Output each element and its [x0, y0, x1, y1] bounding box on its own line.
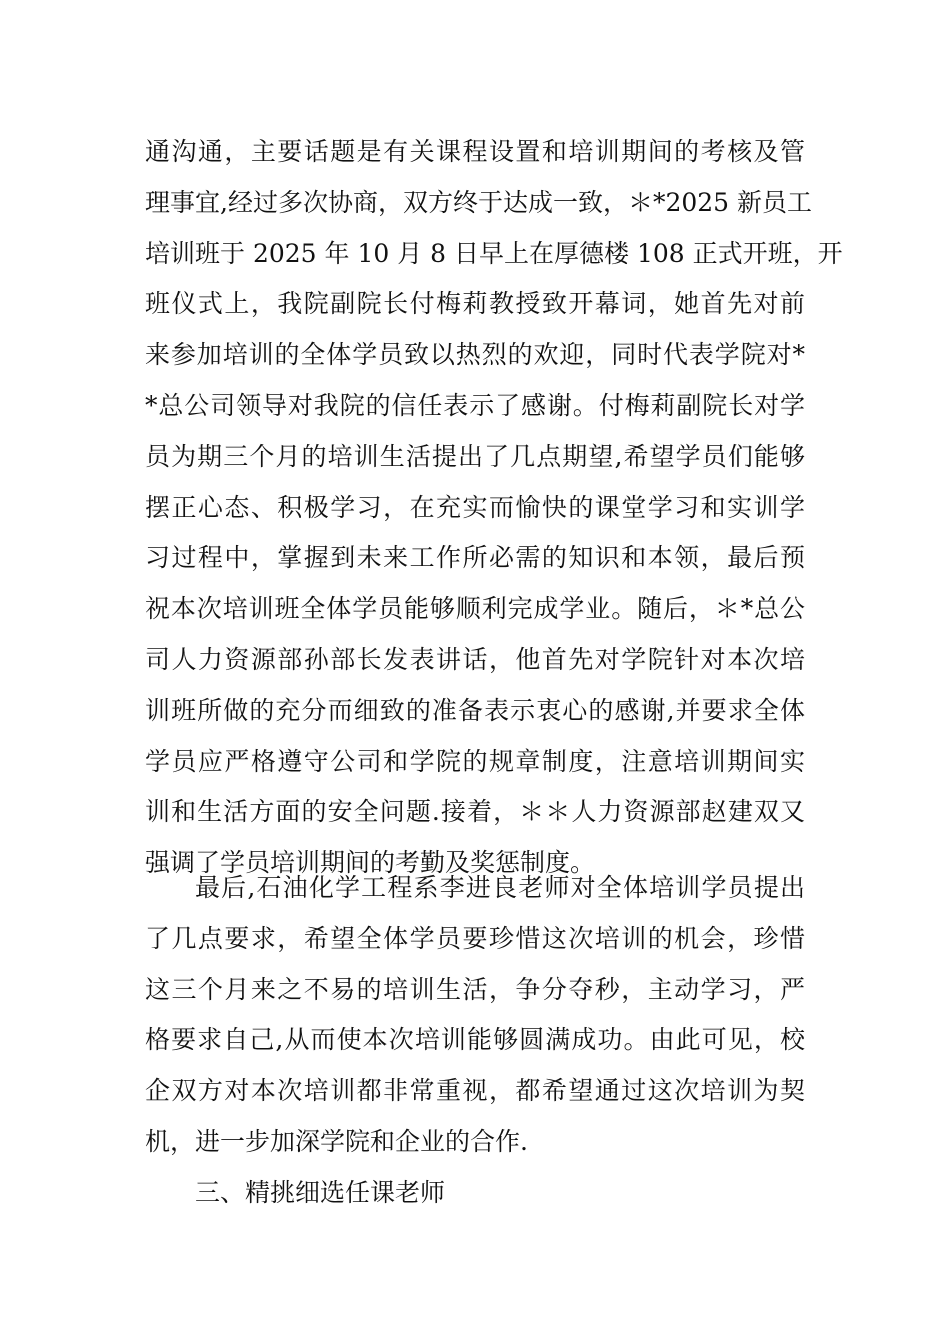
text-line: 培训班于 2025 年 10 月 8 日早上在厚德楼 108 正式开班，开: [145, 238, 843, 268]
text-line: 最后,石油化学工程系李进良老师对全体培训学员提出: [195, 873, 805, 902]
text-line: 格要求自己,从而使本次培训能够圆满成功。由此可见，校: [145, 1025, 805, 1055]
text-line: 班仪式上，我院副院长付梅莉教授致开幕词，她首先对前: [145, 289, 805, 319]
text-line: 训班所做的充分而细致的准备表示衷心的感谢,并要求全体: [145, 695, 805, 725]
paragraph-requirements: [145, 863, 805, 1168]
text-line: 祝本次培训班全体学员能够顺利完成学业。随后，＊*总公: [145, 594, 805, 624]
text-line: 学员应严格遵守公司和学院的规章制度，注意培训期间实: [145, 746, 805, 776]
text-line: 员为期三个月的培训生活提出了几点期望,希望学员们能够: [145, 441, 805, 471]
section-heading: [145, 1168, 805, 1219]
text-line: 司人力资源部孙部长发表讲话，他首先对学院针对本次培: [145, 644, 805, 674]
paragraph-opening-ceremony: [145, 127, 843, 889]
text-line: 了几点要求，希望全体学员要珍惜这次培训的机会，珍惜: [145, 923, 805, 953]
text-line: 这三个月来之不易的培训生活，争分夺秒，主动学习，严: [145, 974, 805, 1004]
text-line: 理事宜,经过多次协商，双方终于达成一致，＊*2025 新员工: [145, 187, 813, 217]
text-line: *总公司领导对我院的信任表示了感谢。付梅莉副院长对学: [145, 390, 805, 420]
text-line: 训和生活方面的安全问题.接着，＊＊人力资源部赵建双又: [145, 797, 805, 827]
text-line: 机，进一步加深学院和企业的合作.: [145, 1126, 528, 1156]
text-line: 摆正心态、积极学习，在充实而愉快的课堂学习和实训学: [145, 492, 805, 522]
text-line: 通沟通，主要话题是有关课程设置和培训期间的考核及管: [145, 137, 805, 166]
text-line: 习过程中，掌握到未来工作所必需的知识和本领，最后预: [145, 543, 805, 573]
text-line: 来参加培训的全体学员致以热烈的欢迎，同时代表学院对*: [145, 340, 805, 370]
text-line: 强调了学员培训期间的考勤及奖惩制度。: [145, 848, 596, 878]
section-heading-text: 三、精挑细选任课老师: [195, 1178, 446, 1207]
text-line: 企双方对本次培训都非常重视，都希望通过这次培训为契: [145, 1076, 805, 1106]
